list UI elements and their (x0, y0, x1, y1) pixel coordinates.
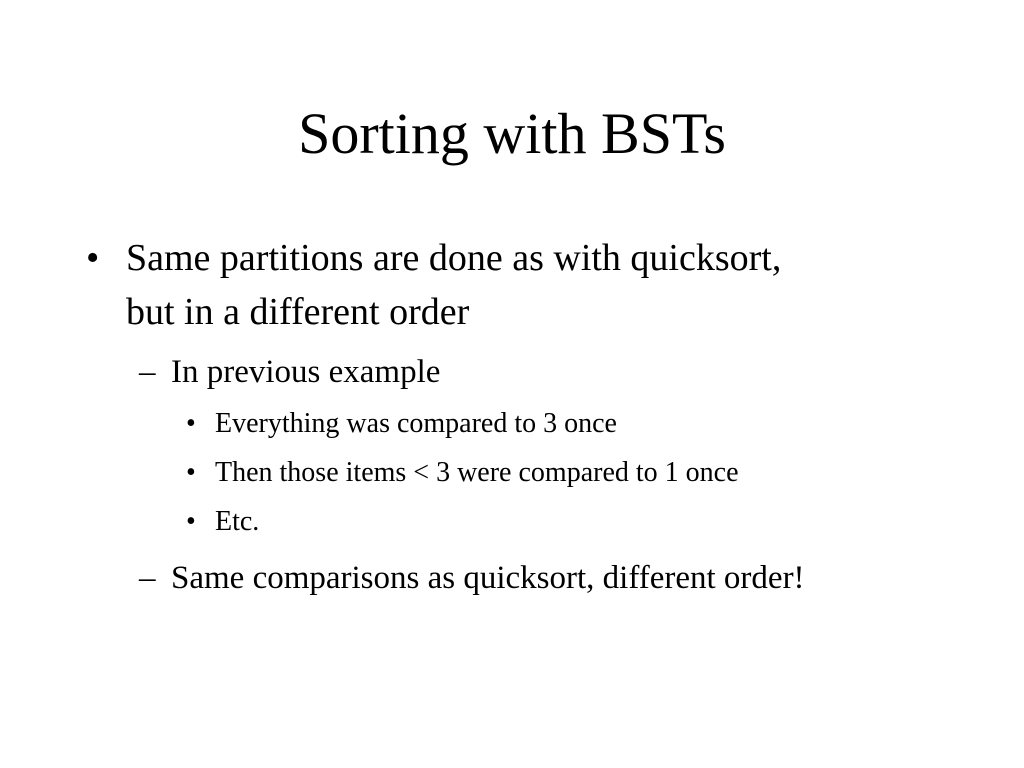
dash-marker: – (139, 560, 156, 596)
sub-bullet-marker: • (186, 408, 196, 439)
list-item: Then those items < 3 were compared to 1 once (215, 457, 739, 488)
bullet-main-line2: but in a different order (126, 291, 470, 333)
sub-previous-example: In previous example (171, 354, 441, 390)
slide-title: Sorting with BSTs (298, 101, 726, 166)
list-item: Everything was compared to 3 once (215, 408, 617, 439)
list-item: Etc. (215, 506, 260, 537)
sub-same-comparisons: Same comparisons as quicksort, different order! (171, 560, 805, 596)
dash-marker: – (139, 354, 156, 390)
bullet-main-line1: Same partitions are done as with quicksort, (126, 237, 782, 279)
bullet-marker: • (86, 237, 100, 279)
sub-bullet-marker: • (186, 506, 196, 537)
sub-bullet-marker: • (186, 457, 196, 488)
